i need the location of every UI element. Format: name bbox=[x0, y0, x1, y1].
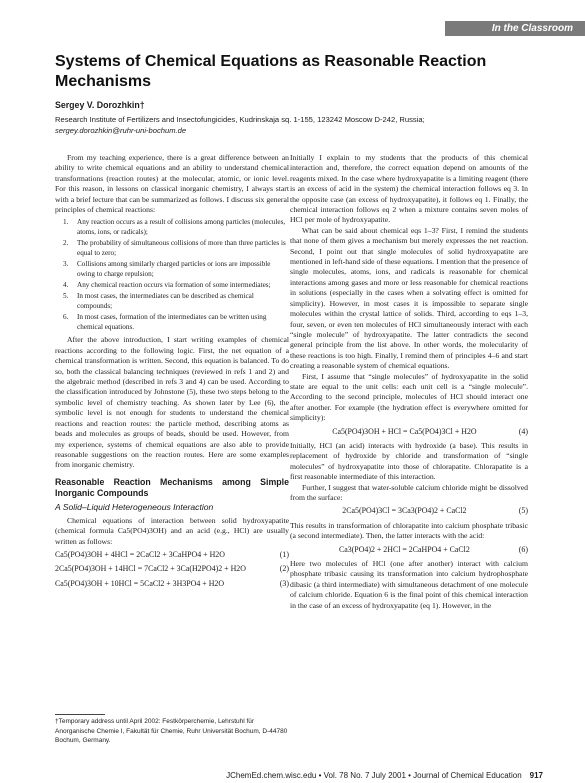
subsection-heading: A Solid–Liquid Heterogeneous Interaction bbox=[55, 501, 214, 512]
footnote: †Temporary address until April 2002: Festkörperchemie, Lehrstuhl für Anorganische Chemie I, Fakultät für Chemie, Ruhr Universität Bochum, D-44780 Bochum, Germany. bbox=[55, 718, 288, 744]
body-paragraph: Chemical equations of interaction between solid hydroxyapatite (chemical formula Ca5(PO4)3OH) and an acid (e.g., HCl) are usually written as follows: bbox=[55, 515, 289, 546]
list-item: 4. Any chemical reaction occurs via formation of some intermediates; bbox=[63, 281, 271, 290]
equation-6: Ca3(PO4)2 + 2HCl = 2CaHPO4 + CaCl2 (6) bbox=[338, 544, 528, 554]
intro-paragraph: From my teaching experience, there is a great difference between an ability to write chemical equations and an ability to understand chemical transformations (reaction routes) at the molecular, atomic, or ionic level. For this reason, in lessons on classical inorganic chemistry, I always start with a brief lecture that can be summarized as follows. I discuss six general principles of chemical reactions: bbox=[55, 153, 289, 215]
body-paragraph: After the above introduction, I start writing examples of chemical reactions according to the following logic. First, the net equation of a chemical transformation is written. Second, this equation is balanced. To do so, both the classical balancing techniques (reviewed in refs 1 and 2) and the algebraic method (described in refs 3 and 4) can be used. According to the classification introduced by Johnstone (5), these two steps belong to the symbolic level of chemistry teaching. As shown later by Lee (6), the symbolic level is not enough for students to understand the chemical reactions and reaction routes: the particle method, describing atoms as beads and molecules as groups of beads, should be used. However, from my experience, systems of chemical equations are also able to provide reasonable suggestions on the reaction routes. Here are some examples from inorganic chemistry. bbox=[55, 335, 289, 470]
journal-info: JChemEd.chem.wisc.edu • Vol. 78 No. 7 July 2001 • Journal of Chemical Education bbox=[226, 771, 522, 780]
body-paragraph: Initially I explain to my students that the products of this chemical interaction and, therefore, the correct equation depend on amounts of the reagents mixed. In the case where hydroxyapatite is a limiting reagent (there is an excess of acid in the system) the chemical interaction follows eq 3. In the opposite case (an excess of hydroxyapatite), it follows eq 1. Finally, the chemical interaction follows eq 2 when a mixture contains seven moles of HCl per mole of hydroxyapatite. bbox=[290, 153, 528, 225]
body-paragraph: This results in transformation of chlorapatite into calcium phosphate tribasic (a second intermediate). Then, the latter interacts with the acid: bbox=[290, 520, 528, 541]
body-paragraph: What can be said about chemical eqs 1–3? First, I remind the students that none of them gives a mechanism but merely expresses the net reaction. Second, I point out that single molecules of solid hydroxyapatite are mentioned in left-hand side of these equations. I mention that the presence of single molecules, atoms, ions, and radicals is reasonable for chemical interactions among gases and more or less reasonable for chemical reactions in solutions (especially in the cases when a solvating effect is omitted for simplicity). However, in most cases it is impossible to separate single molecules within the crystal lattice of solids. Third, according to eqs 1–3, four, seven, or even ten molecules of HCl simultaneously interact with each “single molecule” of hydroxyapatite. The latter contradicts the second general principle from the list above. In other words, the molecularity of these reactions is too high. Finally, I remind them of principles 4–6 and start creating a reasonable system of chemical equations. bbox=[290, 225, 528, 371]
section-heading: Reasonable Reaction Mechanisms among Simple Inorganic Compounds bbox=[55, 476, 289, 498]
principles-list bbox=[55, 217, 289, 332]
author-name: Sergey V. Dorozhkin† bbox=[55, 100, 145, 110]
list-item: 1. Any reaction occurs as a result of collisions among particles (molecules, atoms, ions, or radicals); bbox=[63, 218, 286, 237]
list-item: 3. Collisions among similarly charged particles or ions are impossible owing to charge repulsion; bbox=[63, 260, 271, 279]
equation-1: Ca5(PO4)3OH + 4HCl = 2CaCl2 + 3CaHPO4 + H2O (1) bbox=[55, 549, 289, 559]
equation-2: 2Ca5(PO4)3OH + 14HCl = 7CaCl2 + 3Ca(H2PO4)2 + H2O (2) bbox=[55, 564, 289, 574]
body-paragraph: Here two molecules of HCl (one after another) interact with calcium phosphate tribasic causing its transformation into calcium hydrophosphate dibasic (a third intermediate) with simultaneous detachment of one molecule of calcium chloride. Equation 6 is the final point of this chemical interaction in the case of an excess of hydroxyapatite (eq 1). However, in the bbox=[290, 559, 528, 610]
page-footer bbox=[150, 771, 543, 780]
footnote-rule bbox=[55, 714, 105, 715]
body-paragraph: Initially, HCl (an acid) interacts with hydroxide (a base). This results in replacement of hydroxide by chloride and transformation of “single molecules” of hydroxyapatite into those of chlorapatite. Chlorapatite is a first reasonable intermediate of this interaction. bbox=[290, 440, 528, 482]
author-email[interactable]: sergey.dorozhkin@ruhr-uni-bochum.de bbox=[55, 126, 187, 135]
equation-3: Ca5(PO4)3OH + 10HCl = 5CaCl2 + 3H3PO4 + H2O (3) bbox=[55, 578, 289, 588]
list-item: 2. The probability of simultaneous collisions of more than three particles is equal to zero; bbox=[63, 239, 286, 258]
page-number: 917 bbox=[529, 771, 543, 780]
list-item: 5. In most cases, the intermediates can be described as chemical compounds; bbox=[63, 292, 254, 311]
equation-5: 2Ca5(PO4)3Cl = 3Ca3(PO4)2 + CaCl2 (5) bbox=[342, 506, 528, 516]
left-column bbox=[55, 153, 289, 593]
author-affiliation bbox=[55, 114, 535, 136]
body-paragraph: First, I assume that “single molecules” of hydroxyapatite in the solid state are equal to the unit cells: each unit cell is a “single molecule”. According to the second principle, molecules of HCl should interact one after another. For example (the hydration effect is everywhere omitted for simplicity): bbox=[290, 371, 528, 423]
body-paragraph: Further, I suggest that water-soluble calcium chloride might be dissolved from the surface: bbox=[290, 482, 528, 502]
affiliation-text: Research Institute of Fertilizers and Insectofungicides, Kudrinskaja sq. 1-155, 123242 Moscow D-242, Russia; bbox=[55, 115, 425, 124]
right-column bbox=[290, 153, 528, 611]
list-item: 6. In most cases, formation of the intermediates can be written using chemical equations. bbox=[63, 313, 267, 332]
article-title: Systems of Chemical Equations as Reasonable Reaction Mechanisms bbox=[55, 53, 487, 90]
equation-4: Ca5(PO4)3OH + HCl = Ca5(PO4)3Cl + H2O (4) bbox=[332, 426, 528, 436]
section-tag: In the Classroom bbox=[445, 21, 585, 36]
